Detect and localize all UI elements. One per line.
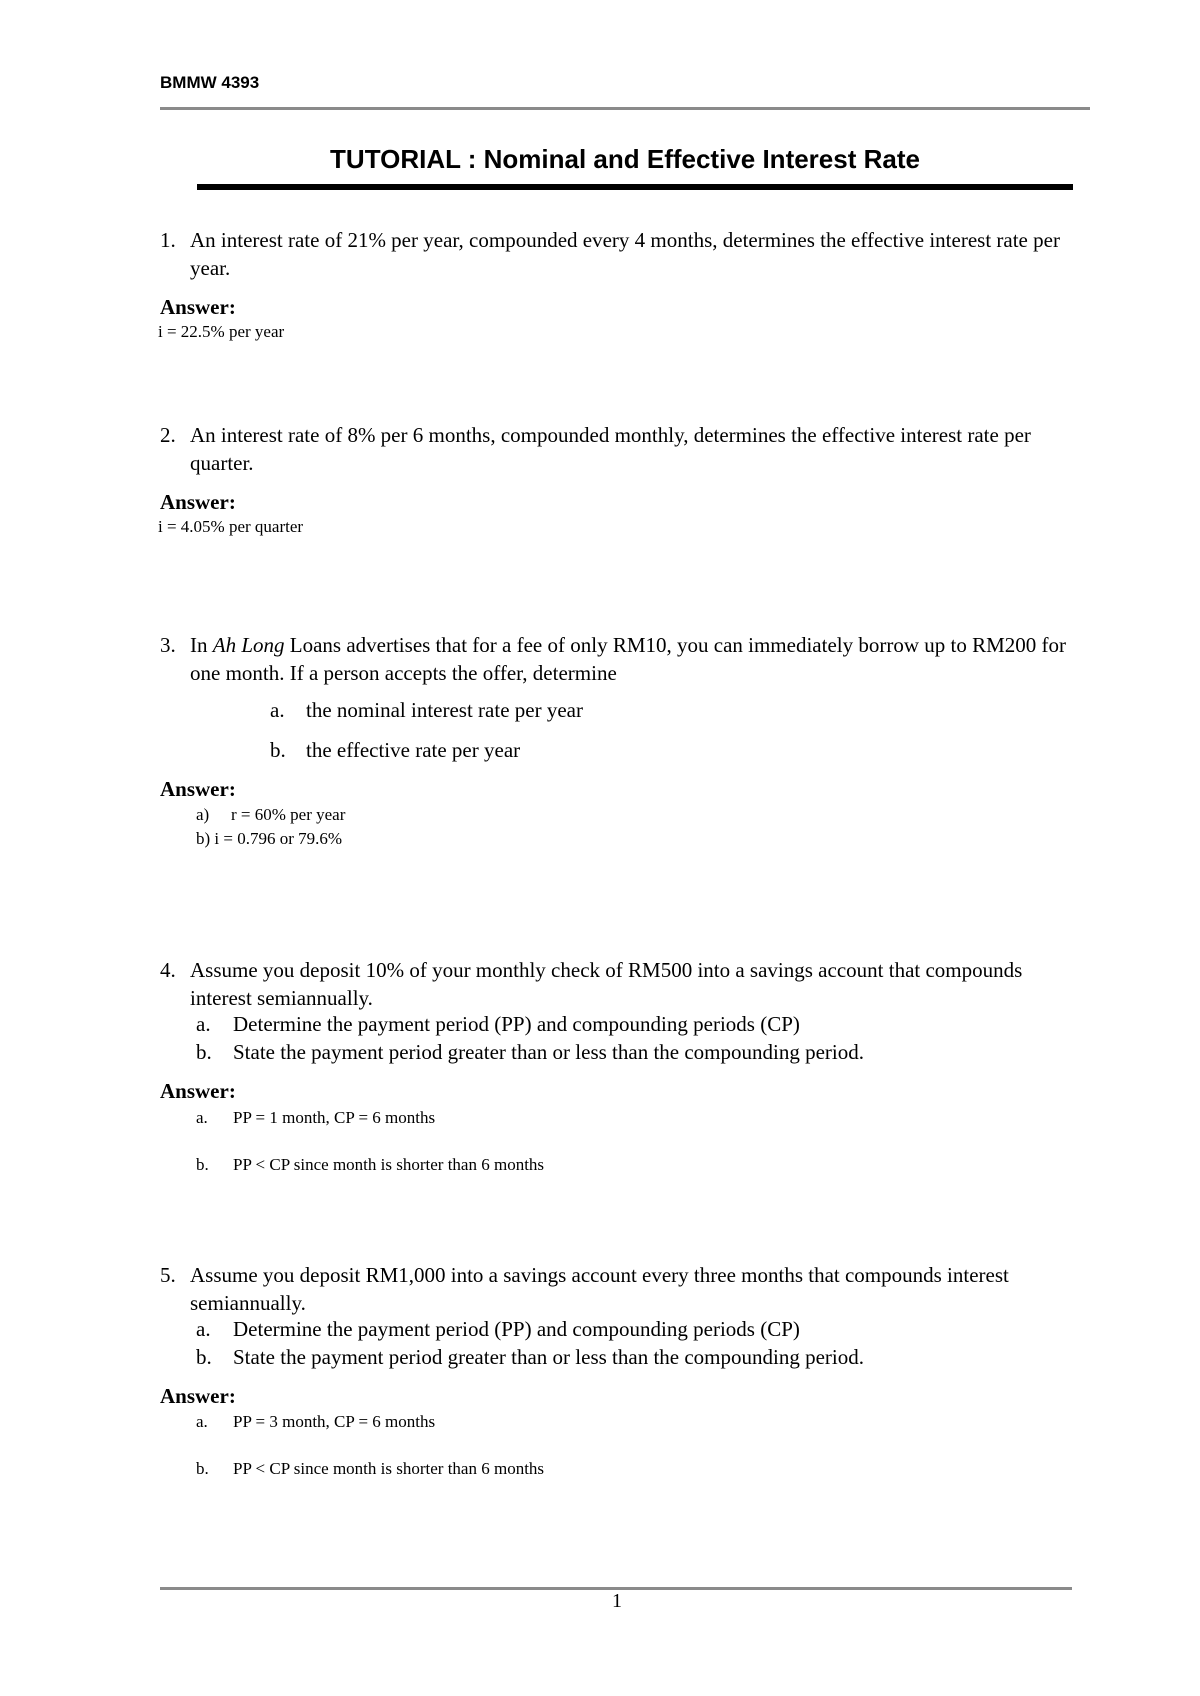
question-5-sub-b-marker: b. [196,1345,212,1369]
question-4-number: 4. [160,958,176,982]
question-3-sub-b-marker: b. [270,738,286,762]
question-4-answer-a-marker: a. [196,1108,208,1127]
question-4-sub-a-marker: a. [196,1012,211,1036]
question-5-sub-b: State the payment period greater than or less than the compounding period. [233,1345,864,1369]
question-5-sub-a-marker: a. [196,1317,211,1341]
question-3-answer-a: r = 60% per year [231,805,346,824]
question-5-number: 5. [160,1263,176,1287]
question-3-answer-a-marker: a) [196,805,210,824]
question-4-answer-b: PP < CP since month is shorter than 6 months [233,1155,545,1174]
question-4-answer-a: PP = 1 month, CP = 6 months [233,1108,436,1127]
question-4-sub-b-marker: b. [196,1040,212,1064]
question-4-answer-b-marker: b. [196,1155,209,1174]
title-underline [197,184,1073,190]
question-3-sub-a-marker: a. [270,698,285,722]
question-5-text: Assume you deposit RM1,000 into a savings account every three months that compounds interest semiannually. [190,1263,1009,1315]
question-3-text [190,631,1080,687]
question-5-answer-b: PP < CP since month is shorter than 6 months [233,1459,545,1478]
question-2-text: An interest rate of 8% per 6 months, compounded monthly, determines the effective interest rate per quarter. [190,423,1031,475]
question-2-answer-label: Answer: [160,490,236,514]
question-3-number: 3. [160,633,176,657]
course-code: BMMW 4393 [160,73,260,92]
question-3-answer-label: Answer: [160,777,236,801]
question-3-text-pre: In [190,633,213,657]
question-5-answer-b-marker: b. [196,1459,209,1478]
question-4-text: Assume you deposit 10% of your monthly check of RM500 into a savings account that compounds interest semiannually. [190,958,1023,1010]
page-number: 1 [612,1590,622,1612]
question-1-number: 1. [160,228,176,252]
question-5-answer-a-marker: a. [196,1412,208,1431]
question-3-text-post: Loans advertises that for a fee of only RM10, you can immediately borrow up to RM200 for one month. If a person accepts the offer, determine [190,633,1067,685]
question-5-answer-a: PP = 3 month, CP = 6 months [233,1412,436,1431]
question-1-answer: i = 22.5% per year [158,322,285,341]
question-1-text: An interest rate of 21% per year, compounded every 4 months, determines the effective interest rate per year. [190,228,1060,280]
question-3-sub-b: the effective rate per year [306,738,521,762]
question-2-answer: i = 4.05% per quarter [158,517,304,536]
question-1-answer-label: Answer: [160,295,236,319]
question-4-sub-b: State the payment period greater than or less than the compounding period. [233,1040,864,1064]
question-3-answer-b: b) i = 0.796 or 79.6% [196,829,343,848]
page-title: TUTORIAL : Nominal and Effective Interest Rate [330,144,920,174]
question-3-sub-a: the nominal interest rate per year [306,698,583,722]
question-4-sub-a: Determine the payment period (PP) and compounding periods (CP) [233,1012,800,1036]
question-3-lender-name: Ah Long [212,633,285,657]
header-divider [160,107,1090,110]
question-2-number: 2. [160,423,176,447]
question-5-answer-label: Answer: [160,1384,236,1408]
question-4-answer-label: Answer: [160,1079,236,1103]
question-5-sub-a: Determine the payment period (PP) and compounding periods (CP) [233,1317,800,1341]
